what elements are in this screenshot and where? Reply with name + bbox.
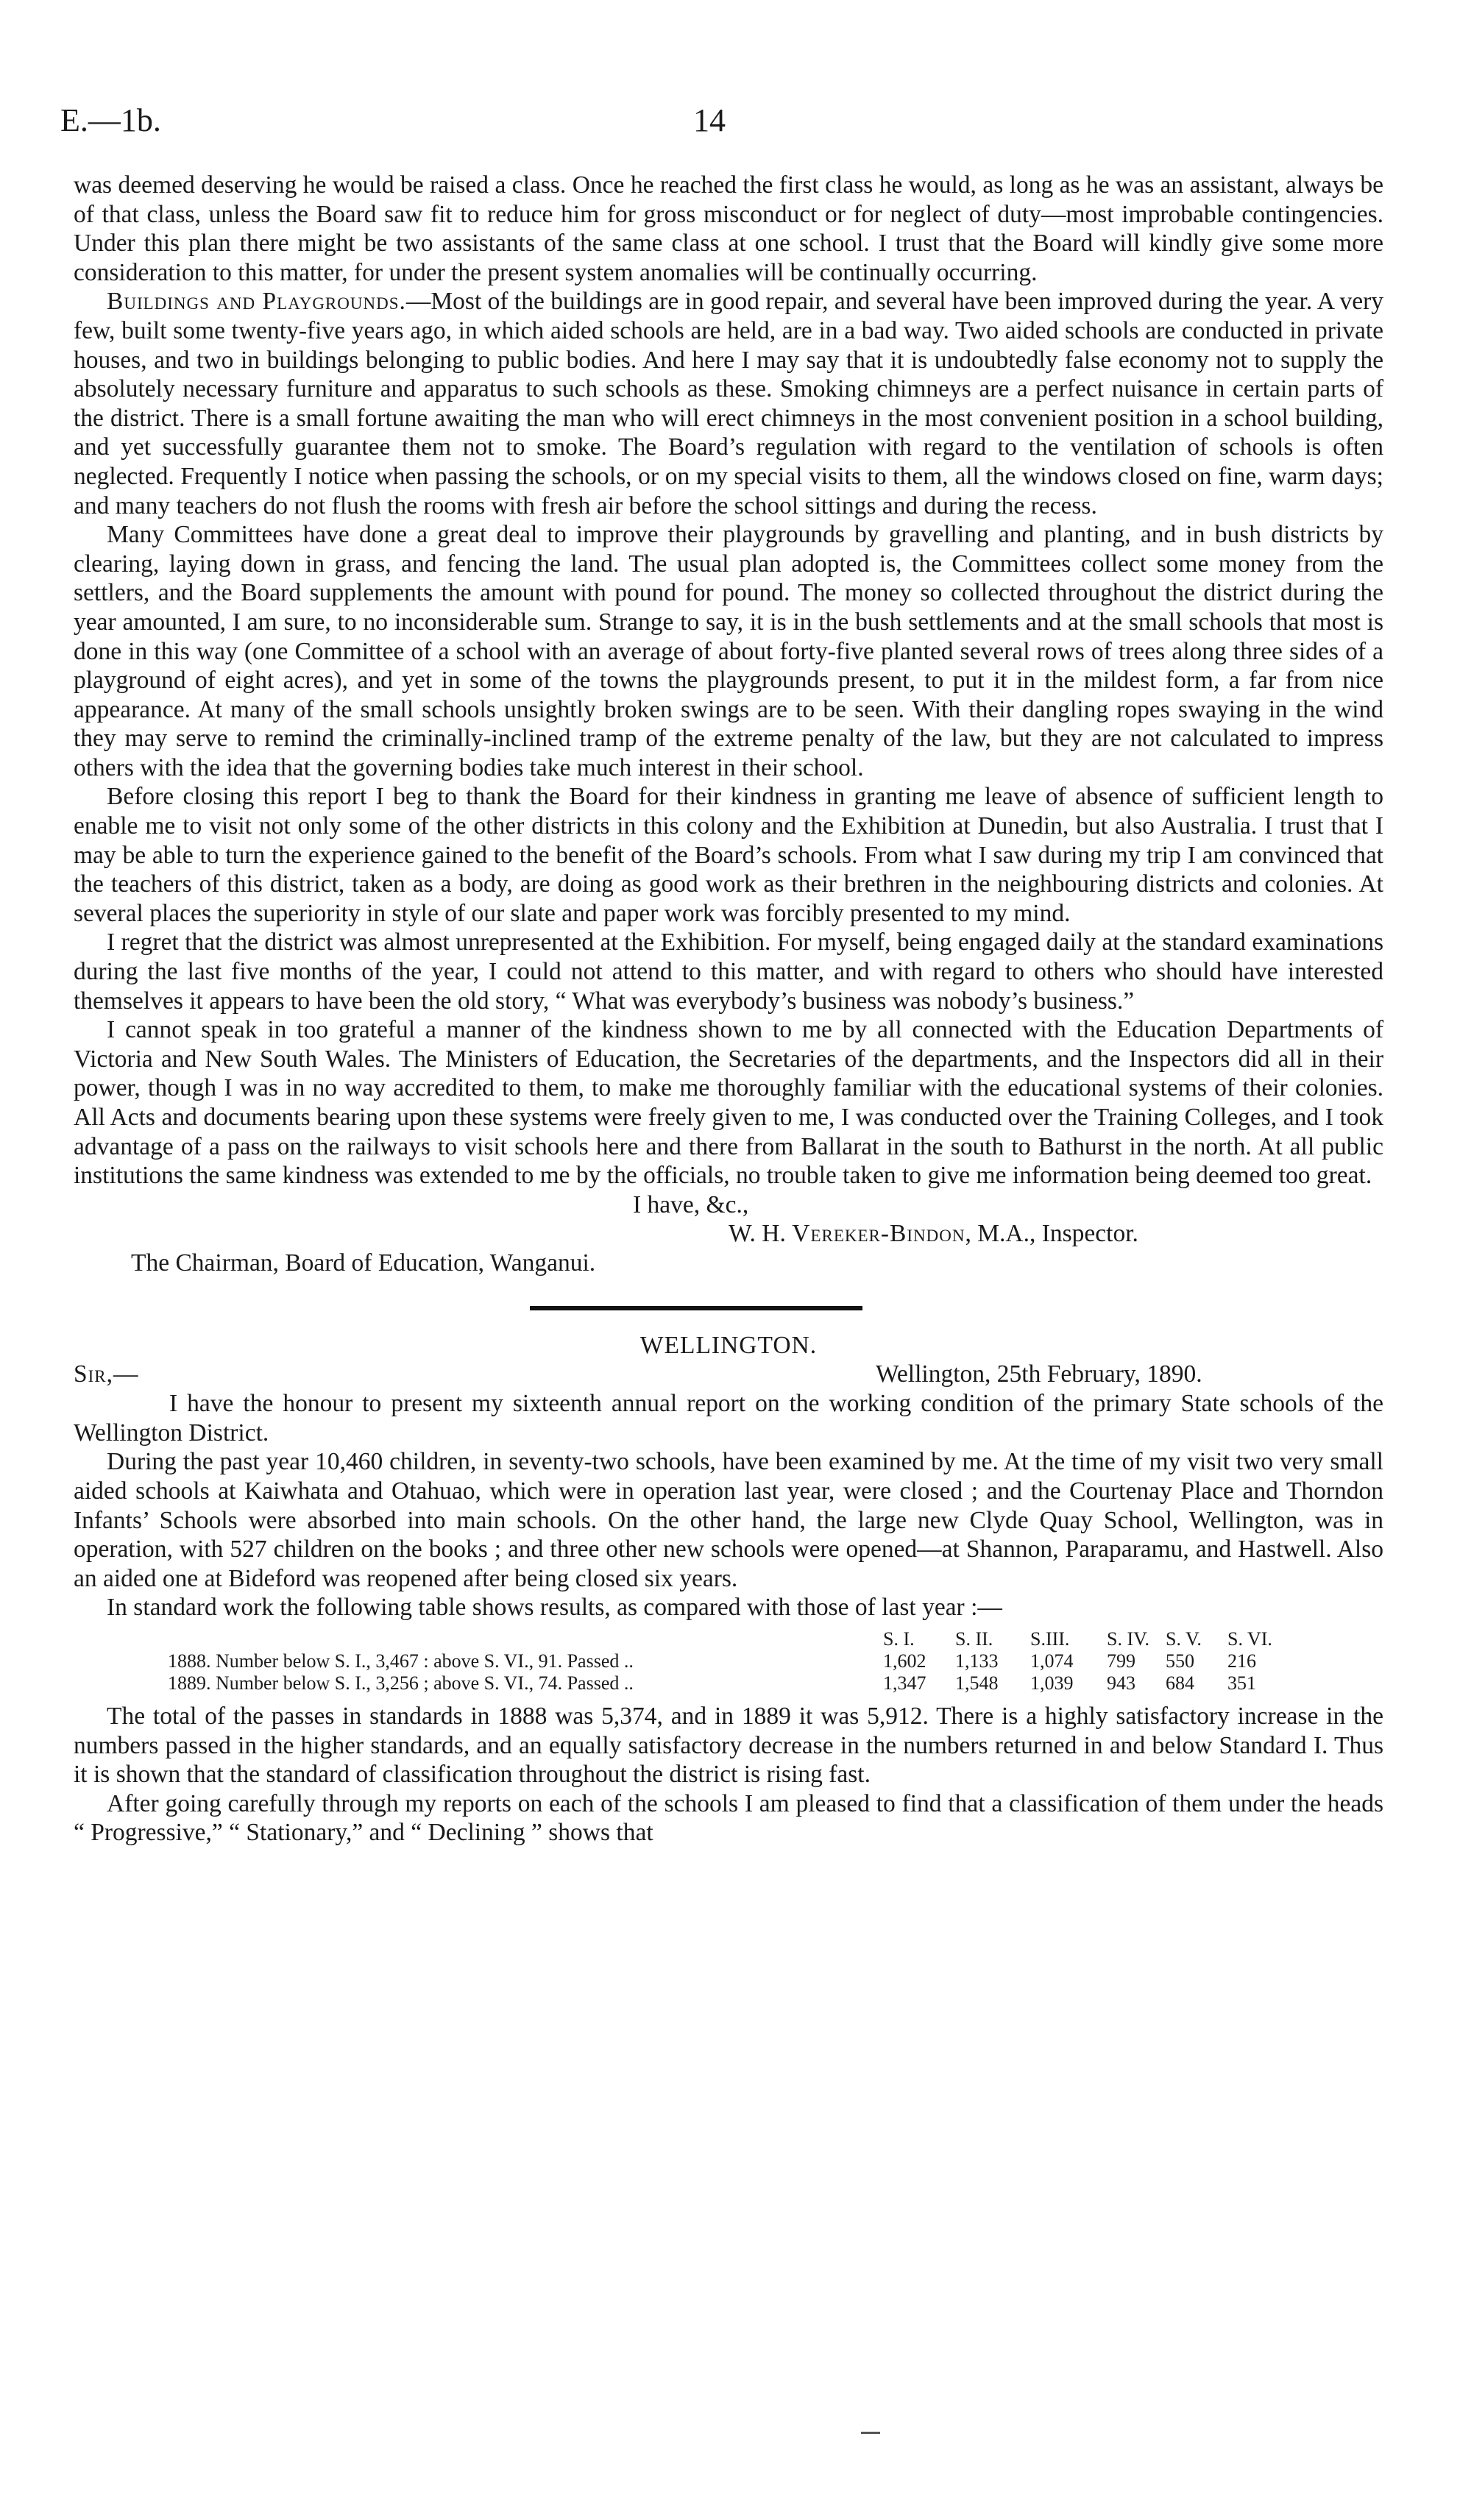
paragraph: was deemed deserving he would be raised a class. Once he reached the first class he would, as long as he was an assistant, always be of that class, unless the Board saw fit to reduce him for gross misconduct or for neglect of duty—most improbable contingencies. Under this plan there might be two assistants of the same class at one school. I trust that the Board will kindly give some more consideration to this matter, for under the present system anomalies will be continually occurring. — [74, 171, 1383, 286]
paragraph: I have the honour to present my sixteenth annual report on the working condition of the primary State schools of the Wellington District. — [74, 1390, 1383, 1447]
table-cell: 550 — [1166, 1650, 1194, 1672]
buildings-paragraph — [74, 287, 1383, 520]
table-header-row — [74, 1628, 1383, 1650]
page-mark — [861, 2432, 880, 2434]
table-row — [74, 1672, 1383, 1694]
paragraph: Before closing this report I beg to thank the Board for their kindness in granting me leave of absence of sufficient length to enable me to visit not only some of the other districts in this colony and the Exhibition at Dunedin, but also Australia. I trust that I may be able to turn the experience gained to the benefit of the Board’s schools. From what I saw during my trip I am convinced that the teachers of this district, taken as a body, are doing as good work as their brethren in the neighbouring districts and colonies. At several places the superiority in style of our slate and paper work was forcibly presented to my mind. — [74, 783, 1383, 927]
salutation-line — [74, 1360, 1383, 1389]
closing-line: I have, &c., — [633, 1190, 749, 1218]
addressee: The Chairman, Board of Education, Wanganui. — [131, 1249, 596, 1277]
table-cell: 351 — [1227, 1672, 1256, 1694]
table-cell: 1,347 — [883, 1672, 926, 1694]
dateline: Wellington, 25th February, 1890. — [876, 1360, 1202, 1388]
table-cell: 1,602 — [883, 1650, 926, 1672]
paragraph: I cannot speak in too grateful a manner of the kindness shown to me by all connected with the Education Departments of Victoria and New South Wales. The Ministers of Education, the Secretaries of the departments, and the Inspectors did all in their power, though I was in no way accredited to them, to make me thoroughly familiar with the educational systems of their colonies. All Acts and documents bearing upon these systems were freely given to me, I was conducted over the Training Colleges, and I took advantage of a pass on the railways to visit schools here and there from Ballarat in the south to Bathurst in the north. At all public institutions the same kindness was extended to me by the officials, no trouble taken to give me information being deemed too great. — [74, 1016, 1383, 1190]
section-title: WELLINGTON. — [639, 1331, 818, 1359]
buildings-text: —Most of the buildings are in good repair, and several have been improved during the year. A very few, built some twenty-five years ago, in which aided schools are held, are in a bad way. Two aided schools are conducted in private houses, and two in buildings belonging to public bodies. And here I may say that it is undoubtedly false economy not to supply the absolutely necessary furniture and apparatus to such schools as these. Smoking chimneys are a perfect nuisance in certain parts of the district. There is a small fortune awaiting the man who will erect chimneys in the most convenient position in a school building, and yet successfully guarantee them not to smoke. The Board’s regulation with regard to the ventilation of schools is often neglected. Frequently I notice when passing the schools, or on my special visits to them, all the windows closed on fine, warm days; and many teachers do not flush the rooms with fresh air before the school sittings and during the recess. — [74, 288, 1383, 519]
paragraph: In standard work the following table shows results, as compared with those of last year :— — [107, 1594, 1002, 1622]
table-cell: 1,039 — [1030, 1672, 1074, 1694]
table-row — [74, 1650, 1383, 1672]
row-label: 1889. Number below S. I., 3,256 ; above S. VI., 74. Passed .. — [168, 1672, 634, 1694]
table-cell: 943 — [1107, 1672, 1135, 1694]
paragraph: The total of the passes in standards in 1888 was 5,374, and in 1889 it was 5,912. There is a highly satisfactory increase in the numbers passed in the higher standards, and an equally satisfactory decrease in the numbers returned in and below Standard I. Thus it is shown that the standard of classification throughout the district is rising fast. — [74, 1702, 1383, 1789]
section-heading: Buildings and Playgrounds. — [107, 288, 406, 316]
paragraph: During the past year 10,460 children, in seventy-two schools, have been examined by me. At the time of my visit two very small aided schools at Kaiwhata and Otahuao, which were in operation last year, were closed ; and the Courtenay Place and Thorndon Infants’ Schools were absorbed into main schools. On the other hand, the large new Clyde Quay School, Wellington, was in operation, with 527 children on the books ; and three other new schools were opened—at Shannon, Paraparamu, and Hastwell. Also an aided one at Bideford was reopened after being closed six years. — [74, 1448, 1383, 1592]
document-reference: E.—1b. — [60, 102, 161, 138]
paragraph: I regret that the district was almost unrepresented at the Exhibition. For myself, being engaged daily at the standard examinations during the last five months of the year, I could not attend to this matter, and with regard to others who should have interested themselves it appears to have been the old story, “ What was everybody’s business was nobody’s business.” — [74, 929, 1383, 1015]
page-header — [60, 102, 1370, 146]
signatory-title: , M.A., Inspector. — [965, 1220, 1138, 1248]
signatory-initials: W. H. — [729, 1220, 793, 1248]
table-cell: 684 — [1166, 1672, 1194, 1694]
results-table — [74, 1628, 1383, 1694]
table-cell: 216 — [1227, 1650, 1256, 1672]
signature — [74, 1219, 1383, 1249]
row-label: 1888. Number below S. I., 3,467 : above S. VI., 91. Passed .. — [168, 1650, 634, 1672]
column-header: S. II. — [955, 1628, 993, 1650]
salutation: Sir,— — [74, 1360, 139, 1388]
table-cell: 1,133 — [955, 1650, 999, 1672]
column-header: S.III. — [1030, 1628, 1070, 1650]
section-divider — [530, 1306, 862, 1310]
signatory-name: Vereker-Bindon — [792, 1220, 965, 1248]
report-body — [74, 171, 1383, 1848]
paragraph: Many Committees have done a great deal to improve their playgrounds by gravelling and planting, and in bush districts by clearing, laying down in grass, and fencing the land. The usual plan adopted is, the Committees collect some money from the settlers, and the Board supplements the amount with pound for pound. The money so collected throughout the district during the year amounted, I am sure, to no inconsiderable sum. Strange to say, it is in the bush settlements and at the small schools that most is done in this way (one Committee of a school with an average of about forty-five planted several rows of trees along three sides of a playground of eight acres), and yet in some of the towns the playgrounds present, to put it in the mildest form, a far from nice appearance. At many of the small schools unsightly broken swings are to be seen. With their dangling ropes swaying in the wind they may serve to remind the criminally-inclined tramp of the extreme penalty of the law, but they are not calculated to impress others with the idea that the governing bodies take much interest in their school. — [74, 521, 1383, 781]
column-header: S. IV. — [1107, 1628, 1150, 1650]
column-header: S. VI. — [1227, 1628, 1272, 1650]
table-cell: 799 — [1107, 1650, 1135, 1672]
column-header: S. V. — [1166, 1628, 1202, 1650]
paragraph: After going carefully through my reports on each of the schools I am pleased to find that a classification of them under the heads “ Progressive,” “ Stationary,” and “ Declining ” shows that — [74, 1789, 1383, 1847]
table-cell: 1,548 — [955, 1672, 999, 1694]
column-header: S. I. — [883, 1628, 915, 1650]
table-cell: 1,074 — [1030, 1650, 1074, 1672]
page-number: 14 — [693, 102, 726, 138]
